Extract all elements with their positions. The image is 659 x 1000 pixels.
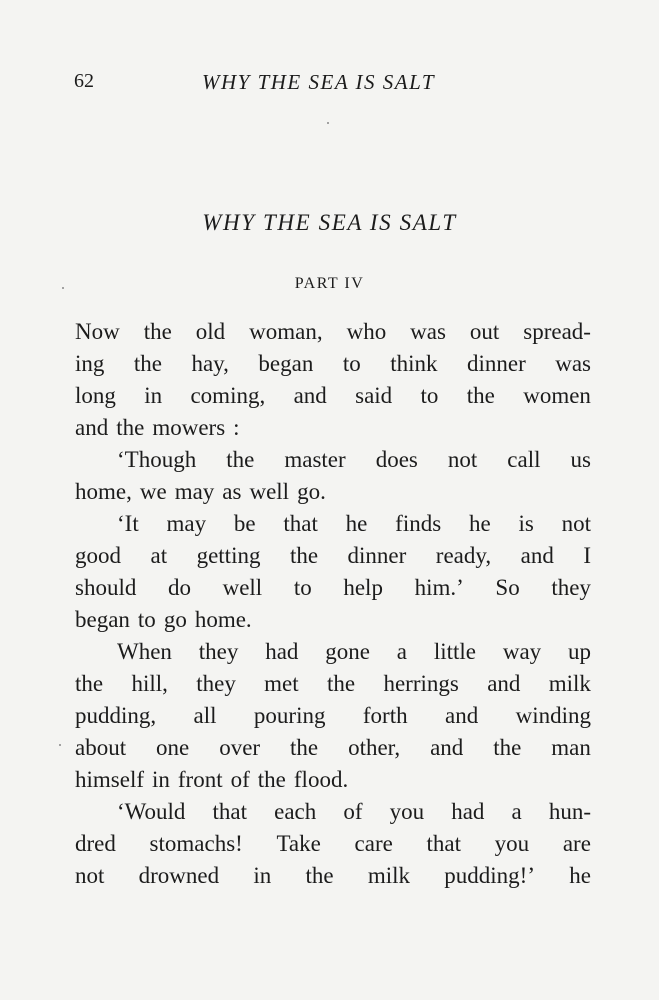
word: other,	[348, 735, 401, 760]
word: the	[289, 543, 319, 568]
word: that	[283, 511, 318, 536]
word: finds	[395, 511, 442, 536]
word: gone	[325, 639, 370, 664]
word: When	[117, 639, 172, 664]
word: the	[133, 351, 162, 376]
word: the	[305, 863, 334, 888]
word: are	[562, 831, 591, 856]
text-line	[75, 476, 591, 508]
word: to	[420, 383, 439, 408]
word: met	[264, 671, 299, 696]
word: I	[583, 543, 591, 568]
word: in	[144, 383, 163, 408]
word: he	[569, 863, 591, 888]
word: milk	[548, 671, 591, 696]
word: at	[150, 543, 168, 568]
word: may	[166, 511, 207, 536]
word: hay,	[191, 351, 229, 376]
word: over	[219, 735, 261, 760]
text-line	[75, 572, 591, 604]
word: home,	[75, 479, 132, 504]
page-number: 62	[74, 70, 94, 92]
word: one	[156, 735, 190, 760]
word: home.	[194, 607, 252, 632]
word: in	[253, 863, 272, 888]
word: stomachs!	[149, 831, 243, 856]
text-line	[75, 348, 591, 380]
word: way	[502, 639, 542, 664]
word: care	[354, 831, 393, 856]
word: that	[426, 831, 461, 856]
word: So	[495, 575, 520, 600]
word: ready,	[435, 543, 492, 568]
word: master	[284, 447, 346, 472]
word: Take	[276, 831, 321, 856]
word: old	[195, 319, 226, 344]
word: who	[346, 319, 387, 344]
part-heading: PART IV	[294, 275, 365, 292]
word: began	[75, 607, 130, 632]
word: help	[343, 575, 383, 600]
word: not	[75, 863, 105, 888]
text-line	[75, 316, 591, 348]
word: not	[561, 511, 591, 536]
word: the	[75, 671, 104, 696]
word: good	[75, 543, 121, 568]
word: spread-	[523, 319, 591, 344]
word: of	[230, 767, 250, 792]
word: the	[143, 319, 172, 344]
word: you	[494, 831, 530, 856]
word: flood.	[293, 767, 349, 792]
text-line	[75, 380, 591, 412]
word: herrings	[383, 671, 459, 696]
word: and	[487, 671, 521, 696]
word: about	[75, 735, 127, 760]
word: ing	[75, 351, 105, 376]
word: little	[433, 639, 476, 664]
word: out	[469, 319, 500, 344]
text-line	[75, 764, 591, 796]
text-line	[75, 860, 591, 892]
word: should	[75, 575, 137, 600]
word: they	[198, 639, 239, 664]
word: in	[152, 767, 170, 792]
paper-speck	[327, 122, 329, 124]
word: man	[551, 735, 591, 760]
word: woman,	[249, 319, 323, 344]
word: dinner	[347, 543, 407, 568]
word: front	[177, 767, 223, 792]
text-line	[75, 668, 591, 700]
text-line	[75, 796, 591, 828]
word: that	[212, 799, 248, 824]
word: does	[375, 447, 418, 472]
word: mowers	[152, 415, 226, 440]
word: and	[293, 383, 327, 408]
word: a	[396, 639, 407, 664]
word: hill,	[131, 671, 168, 696]
word: he	[345, 511, 368, 536]
text-line	[75, 828, 591, 860]
body-text	[75, 316, 591, 892]
word: began	[258, 351, 314, 376]
running-title: WHY THE SEA IS SALT	[202, 70, 436, 94]
word: us	[570, 447, 591, 472]
word: he	[468, 511, 491, 536]
word: the	[290, 735, 319, 760]
word: ‘Would	[117, 799, 186, 824]
word: him.’	[414, 575, 464, 600]
word: was	[410, 319, 446, 344]
word: well	[249, 479, 290, 504]
text-line	[75, 604, 591, 636]
text-line	[75, 732, 591, 764]
word: we	[139, 479, 167, 504]
word: the	[466, 383, 495, 408]
word: himself	[75, 767, 144, 792]
word: coming,	[190, 383, 266, 408]
word: call	[507, 447, 541, 472]
word: and	[75, 415, 109, 440]
word: do	[167, 575, 191, 600]
text-line	[75, 636, 591, 668]
word: as	[222, 479, 242, 504]
word: to	[137, 607, 156, 632]
word: go.	[297, 479, 326, 504]
word: the	[493, 735, 522, 760]
word: milk	[367, 863, 411, 888]
word: they	[551, 575, 591, 600]
word: forth	[362, 703, 408, 728]
paper-speck	[59, 744, 61, 746]
word: you	[389, 799, 425, 824]
text-line	[75, 700, 591, 732]
word: a	[511, 799, 522, 824]
word: well	[222, 575, 263, 600]
chapter-title: WHY THE SEA IS SALT	[202, 210, 457, 235]
text-line	[75, 540, 591, 572]
word: the	[257, 767, 286, 792]
word: the	[327, 671, 356, 696]
word: dinner	[466, 351, 526, 376]
word: Now	[75, 319, 120, 344]
word: to	[342, 351, 361, 376]
word: was	[555, 351, 591, 376]
word: and	[444, 703, 479, 728]
word: is	[518, 511, 534, 536]
text-line	[75, 444, 591, 476]
word: pouring	[253, 703, 326, 728]
word: and	[520, 543, 554, 568]
word: each	[274, 799, 317, 824]
word: drowned	[138, 863, 220, 888]
word: they	[196, 671, 236, 696]
word: women	[523, 383, 591, 408]
word: said	[355, 383, 393, 408]
word: dred	[75, 831, 116, 856]
word: had	[451, 799, 485, 824]
word: :	[233, 415, 240, 440]
text-line	[75, 508, 591, 540]
word: the	[116, 415, 145, 440]
word: pudding,	[75, 703, 157, 728]
word: hun-	[548, 799, 591, 824]
paper-speck	[62, 287, 64, 289]
word: pudding!’	[444, 863, 536, 888]
word: long	[75, 383, 116, 408]
word: all	[193, 703, 217, 728]
word: ‘It	[117, 511, 139, 536]
word: ‘Though	[117, 447, 197, 472]
word: getting	[196, 543, 261, 568]
running-head	[74, 70, 594, 100]
word: up	[567, 639, 591, 664]
word: had	[265, 639, 299, 664]
word: be	[233, 511, 256, 536]
word: to	[293, 575, 312, 600]
word: of	[343, 799, 363, 824]
word: not	[447, 447, 478, 472]
word: think	[390, 351, 438, 376]
word: and	[430, 735, 464, 760]
word: may	[174, 479, 215, 504]
word: go	[163, 607, 187, 632]
word: the	[226, 447, 255, 472]
word: winding	[515, 703, 591, 728]
text-line	[75, 412, 591, 444]
